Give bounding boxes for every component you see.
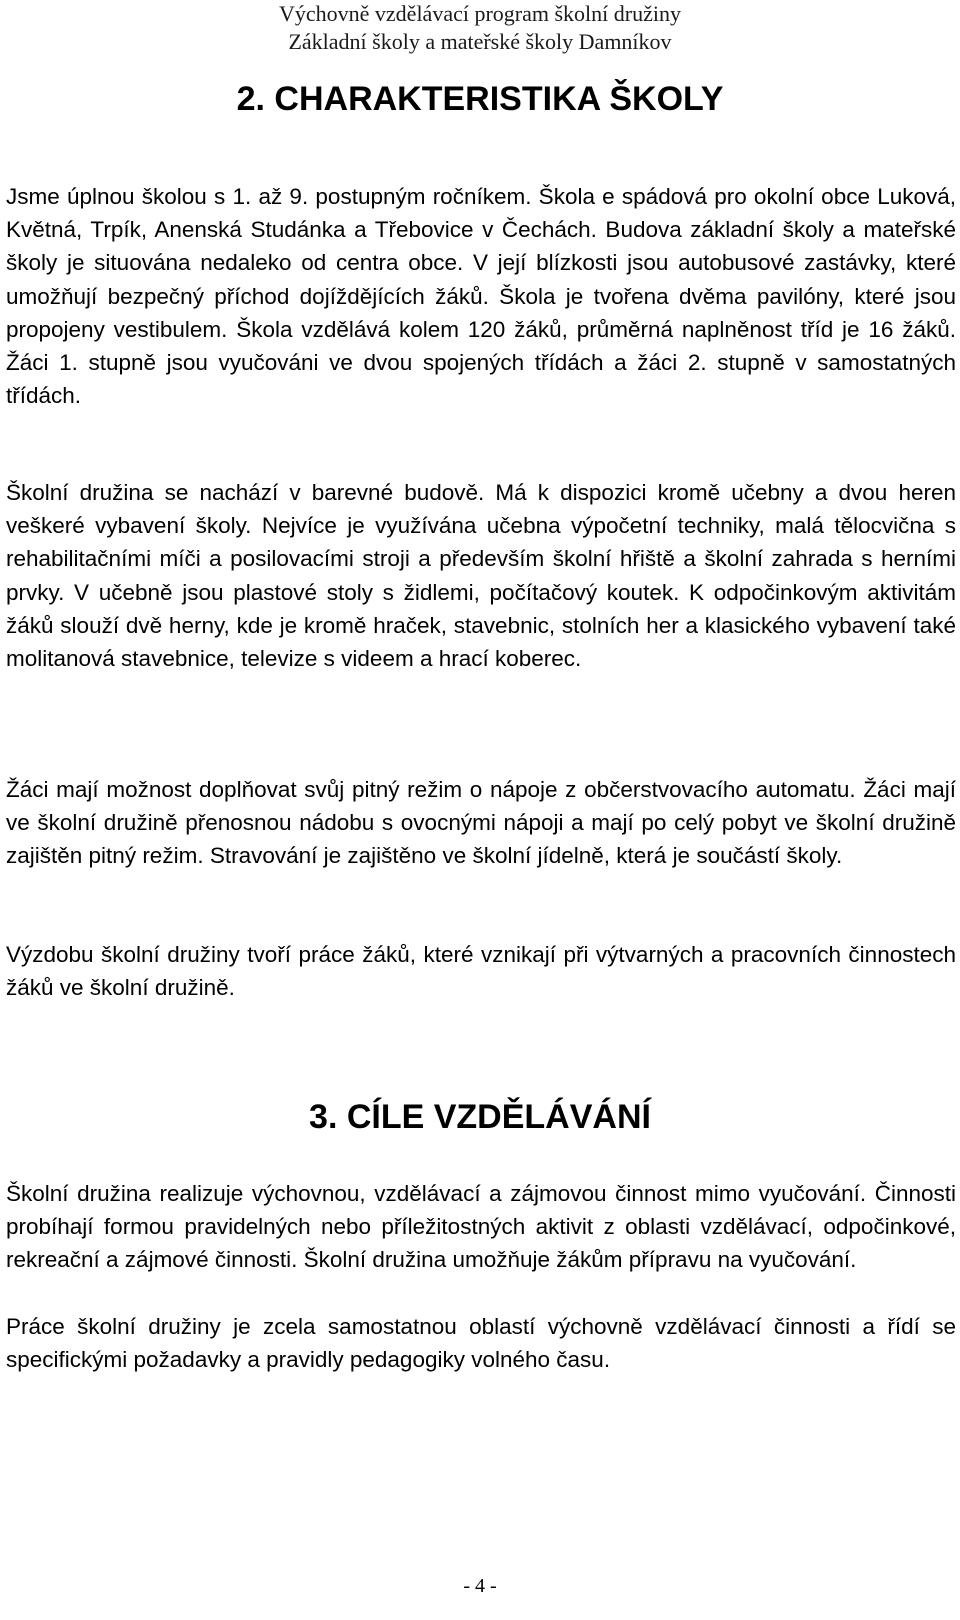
page-header: [0, 0, 960, 56]
section-2-paragraph-4: Výzdobu školní družiny tvoří práce žáků, které vznikají při výtvarných a pracovních činnostech žáků ve školní družině.: [6, 942, 956, 1001]
section-3-paragraph-1: Školní družina realizuje výchovnou, vzdělávací a zájmovou činnost mimo vyučování. Činnosti probíhají formou pravidelných nebo příležitostných aktivit z oblasti vzdělávací, odpočinkové, rekreační a zájmové činnosti. Školní družina umožňuje žákům přípravu na vyučování.: [6, 1181, 956, 1273]
section-2-paragraph-2: Školní družina se nachází v barevné budově. Má k dispozici kromě učebny a dvou heren veškeré vybavení školy. Nejvíce je využívána učebna výpočetní techniky, malá tělocvična s rehabilitačními míči a posilovacími stroji a především školní hřiště a školní zahrada s herními prvky. V učebně jsou plastové stoly s židlemi, počítačový koutek. K odpočinkovým aktivitám žáků slouží dvě herny, kde je kromě hraček, stavebnic, stolních her a klasického vybavení také molitanová stavebnice, televize s videem a hrací koberec.: [6, 480, 956, 672]
section-3-paragraph-2: Práce školní družiny je zcela samostatnou oblastí výchovně vzdělávací činnosti a řídí se specifickými požadavky a pravidly pedagogiky volného času.: [6, 1314, 956, 1373]
page-number: - 4 -: [463, 1575, 497, 1597]
section-2-paragraph-3: Žáci mají možnost doplňovat svůj pitný režim o nápoje z občerstvovacího automatu. Žáci mají ve školní družině přenosnou nádobu s ovocnými nápoji a mají po celý pobyt ve školní družině zajištěn pitný režim. Stravování je zajištěno ve školní jídelně, která je součástí školy.: [6, 777, 956, 869]
section-3-heading: 3. CÍLE VZDĚLÁVÁNÍ: [309, 1098, 651, 1136]
section-2-paragraph-1: Jsme úplnou školou s 1. až 9. postupným ročníkem. Škola e spádová pro okolní obce Luková, Květná, Trpík, Anenská Studánka a Třebovice v Čechách. Budova základní školy a mateřské školy je situována nedaleko od centra obce. V její blízkosti jsou autobusové zastávky, které umožňují bezpečný příchod dojíždějících žáků. Škola je tvořena dvěma pavilóny, které jsou propojeny vestibulem. Škola vzdělává kolem 120 žáků, průměrná naplněnost tříd je 16 žáků. Žáci 1. stupně jsou vyučováni ve dvou spojených třídách a žáci 2. stupně v samostatných třídách.: [6, 184, 956, 409]
header-program-title: Výchovně vzdělávací program školní družiny: [279, 1, 681, 26]
header-school-name: Základní školy a mateřské školy Damníkov: [288, 29, 672, 54]
section-2-heading: 2. CHARAKTERISTIKA ŠKOLY: [236, 80, 724, 118]
